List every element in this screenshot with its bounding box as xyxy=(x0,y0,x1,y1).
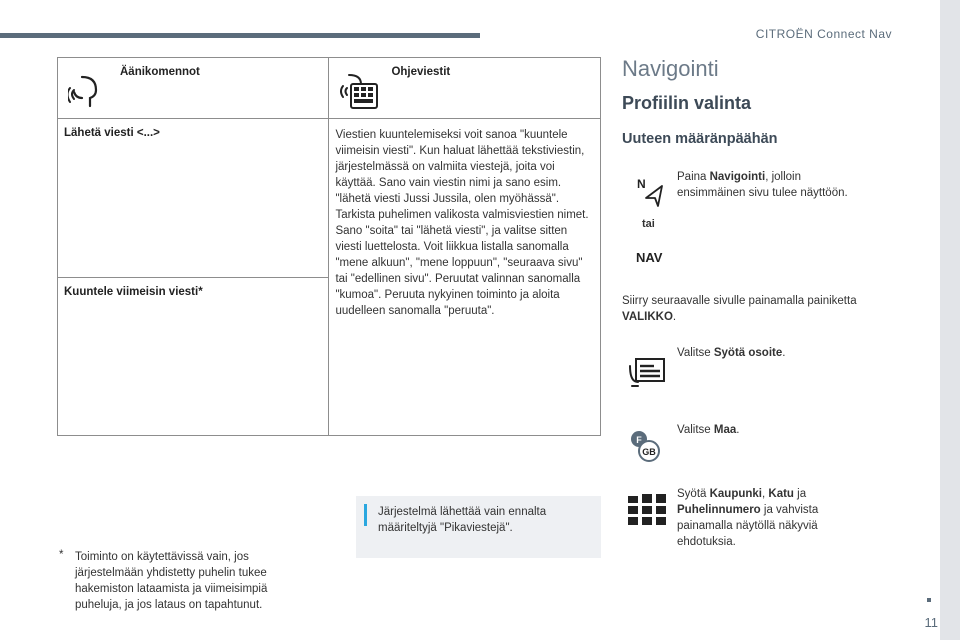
table-row xyxy=(58,119,329,278)
step-enter-address: Valitse Syötä osoite. xyxy=(677,347,786,359)
step-select-country: Valitse Maa. xyxy=(677,424,740,436)
step-press-navigation: Paina Navigointi, jolloin ensimmäinen sivu tulee näyttöön. xyxy=(677,171,848,199)
table-row xyxy=(58,278,329,436)
section-title: Navigointi xyxy=(622,56,719,81)
voice-command-text: Lähetä viesti <...> xyxy=(64,127,160,139)
footnote-text: Toiminto on käytettävissä vain, jos järjestelmään yhdistetty puhelin tukee hakemiston lataamista ja viimeisimpiä puheluja, ja jos lataus on tapahtunut. xyxy=(75,551,268,611)
voice-commands-table xyxy=(57,57,601,436)
nav-button-label: NAV xyxy=(636,250,663,265)
country-code-bottom: GB xyxy=(642,447,656,457)
help-message-cell xyxy=(329,119,601,436)
country-icon xyxy=(630,430,664,469)
subsection-title: Profiilin valinta xyxy=(622,93,752,113)
enter-address-icon xyxy=(628,356,668,395)
or-label: tai xyxy=(642,218,655,230)
voice-command-icon xyxy=(68,72,102,113)
header-rule xyxy=(0,33,480,38)
step-enter-city-street: Syötä Kaupunki, Katu ja Puhelinnumero ja vahvista painamalla näytöllä näkyviä ehdotuksia. xyxy=(677,488,819,548)
help-message-text: Viestien kuuntelemiseksi voit sanoa "kuuntele viimeisin viesti". Kun haluat lähettää tekstiviestin, järjestelmässä on valmiita viestejä, joita voi käyttää. Sano vain viestin nimi ja sano esim. "lähetä viesti Jussi Jussila, olen myöhässä". Tarkista puhelimen valikosta valmisviestien nimet. Sano "soita" tai "lähetä viesti", ja valitse sitten viesti luettelosta. Voit liikkua listalla sanomalla "mene alkuun", "mene loppuun", "seuraava sivu" tai "edellinen sivu". Peruutat valinnan sanomalla "kumoa". Peruuta nykyinen toiminto ja aloita uudelleen sanomalla "peruuta". xyxy=(335,129,589,317)
voice-keyboard-icon xyxy=(339,72,379,115)
page-marker xyxy=(927,598,931,602)
header-title: CITROËN Connect Nav xyxy=(755,27,892,41)
step-next-page: Siirry seuraavalle sivulle painamalla painiketta VALIKKO. xyxy=(622,295,857,323)
navigation-arrow-icon xyxy=(636,176,666,215)
page-edge-strip xyxy=(940,0,960,640)
footnote-marker: * xyxy=(59,549,64,561)
page-number: 11 xyxy=(924,615,938,630)
column-header-label: Äänikomennot xyxy=(120,66,200,78)
column-header-help-messages xyxy=(329,58,601,119)
navigation-icon-letter: N xyxy=(637,177,646,191)
column-header-label: Ohjeviestit xyxy=(391,66,451,78)
info-note xyxy=(356,496,601,558)
topic-heading: Uuteen määränpäähän xyxy=(622,131,778,147)
info-note-text: Järjestelmä lähettää vain ennalta määriteltyjä "Pikaviestejä". xyxy=(378,506,547,534)
keypad-grid-icon xyxy=(628,494,668,531)
voice-command-text: Kuuntele viimeisin viesti* xyxy=(64,286,203,298)
country-code-top: F xyxy=(636,435,642,445)
column-header-voice-commands xyxy=(58,58,329,119)
info-icon xyxy=(364,504,367,526)
